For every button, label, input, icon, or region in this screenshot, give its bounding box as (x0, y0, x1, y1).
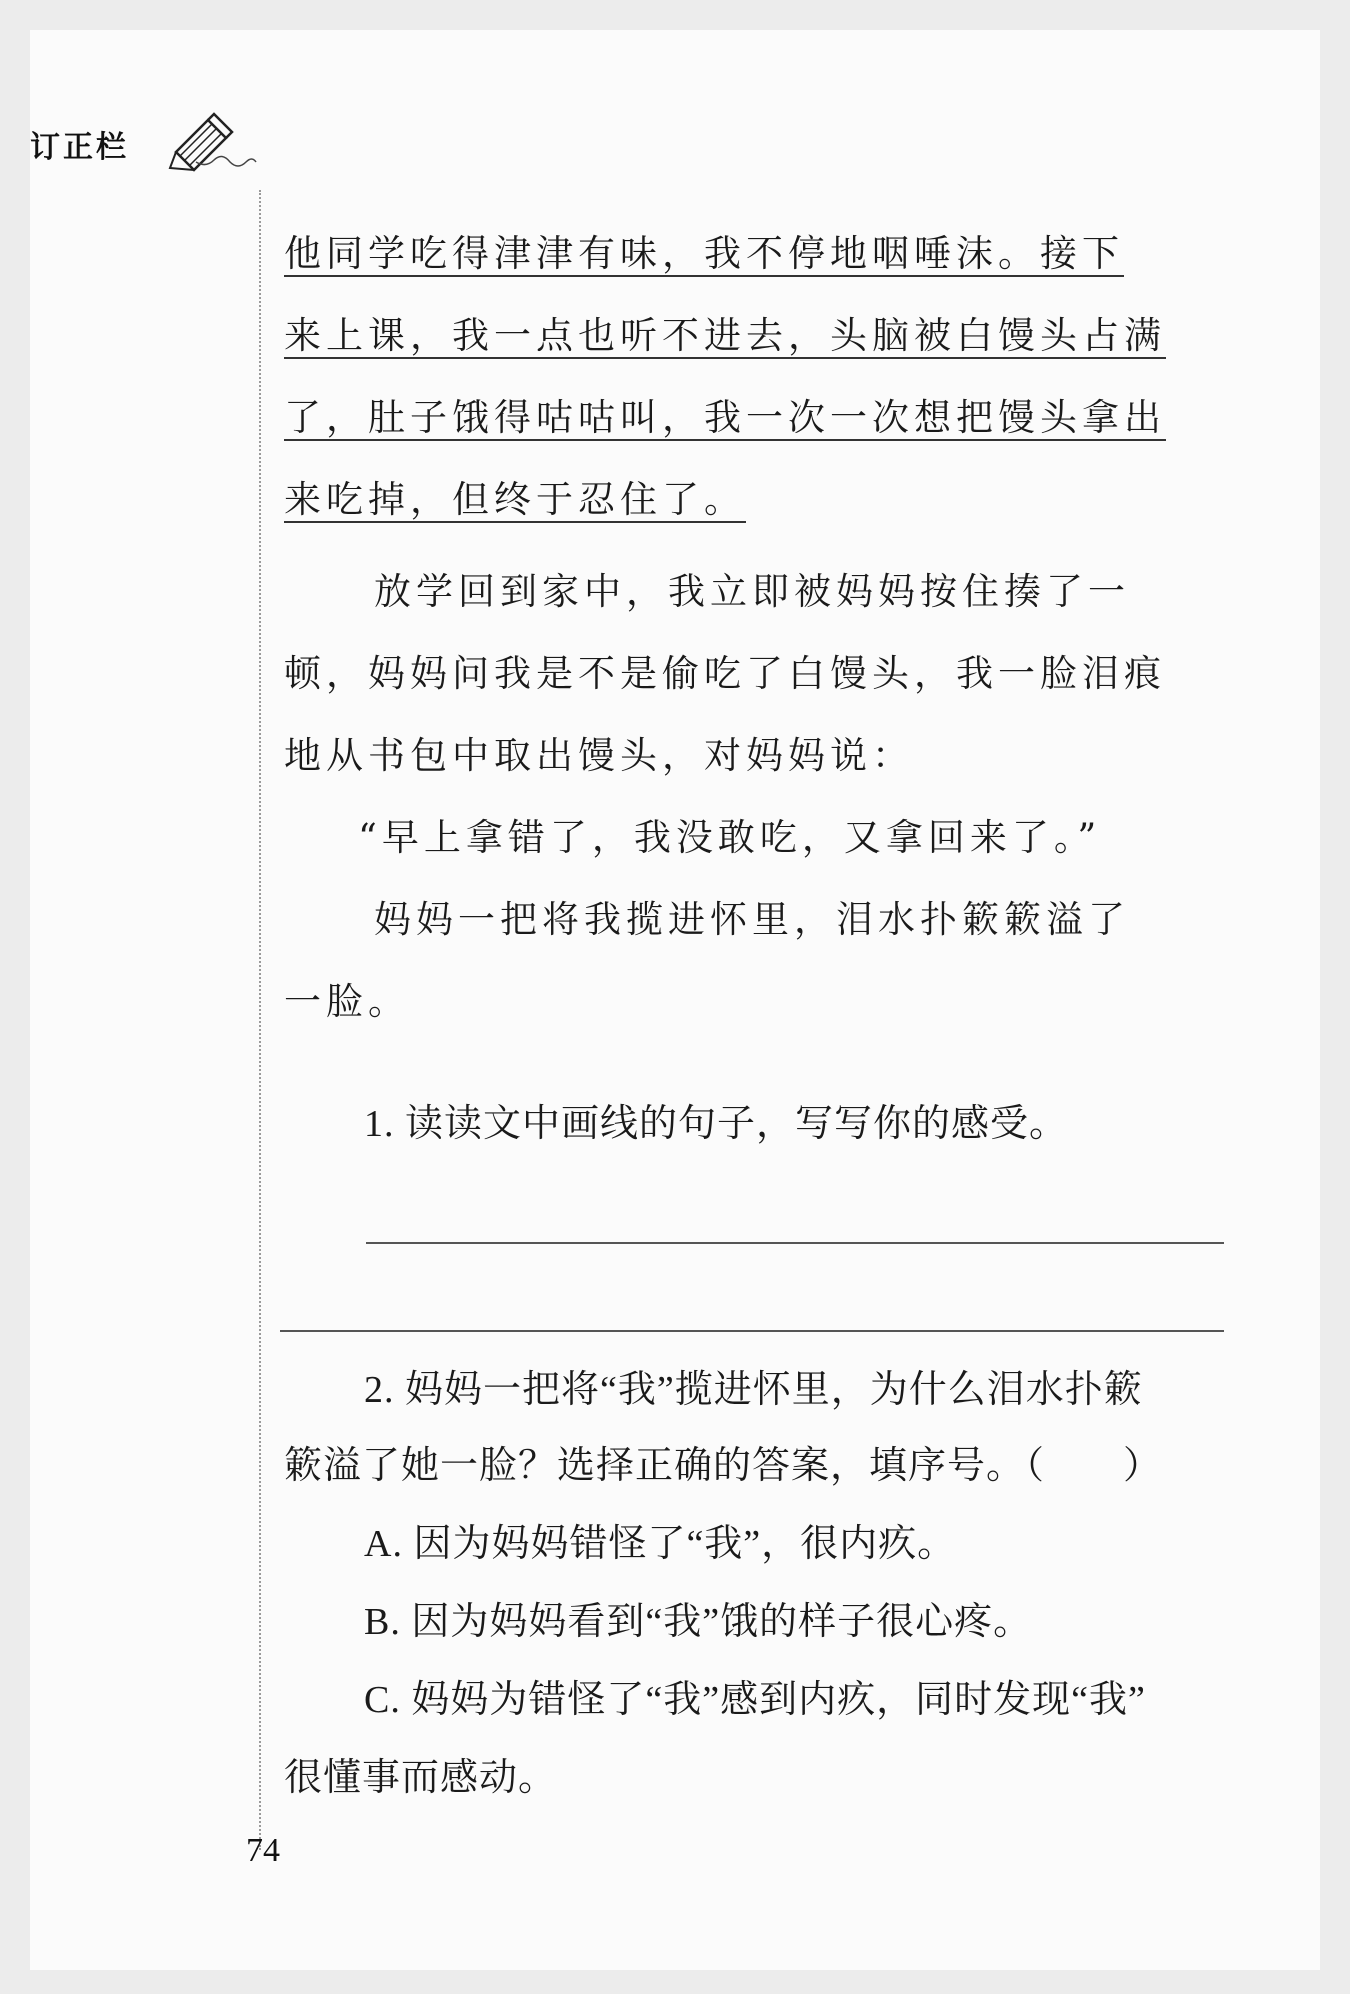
underlined-sentence: 了，肚子饿得咕咕叫，我一次一次想把馒头拿出 (284, 396, 1166, 439)
option-a: A. 因为妈妈错怪了“我”，很内疚。 (364, 1523, 957, 1565)
answer-line[interactable] (280, 1330, 1224, 1332)
underlined-sentence: 来吃掉，但终于忍住了。 (284, 478, 746, 521)
correction-column-title: 订正栏 (30, 130, 129, 165)
question-1: 1. 读读文中画线的句子，写写你的感受。 (364, 1103, 1069, 1145)
page-number: 74 (246, 1832, 280, 1869)
pencil-icon (168, 112, 258, 172)
answer-line[interactable] (366, 1242, 1224, 1244)
underlined-sentence: 来上课，我一点也听不进去，头脑被白馒头占满 (284, 314, 1166, 357)
option-b: B. 因为妈妈看到“我”饿的样子很心疼。 (364, 1601, 1033, 1643)
underlined-sentence: 他同学吃得津津有味，我不停地咽唾沫。接下 (284, 232, 1124, 275)
story-paragraph-line: 顿，妈妈问我是不是偷吃了白馒头，我一脸泪痕 (284, 652, 1166, 695)
story-underlined-line (284, 390, 1224, 446)
question-2: 2. 妈妈一把将“我”揽进怀里，为什么泪水扑簌 (364, 1369, 1143, 1411)
story-underlined-line (284, 308, 1224, 364)
story-underlined-line (284, 472, 1224, 528)
story-underlined-line (284, 226, 1224, 282)
story-paragraph-line: “早上拿错了，我没敢吃，又拿回来了。” (358, 816, 1102, 859)
margin-divider (259, 190, 261, 1850)
story-paragraph-line: 妈妈一把将我揽进怀里，泪水扑簌簌溢了 (374, 898, 1130, 941)
story-paragraph-line: 放学回到家中，我立即被妈妈按住揍了一 (374, 570, 1130, 613)
story-paragraph-line: 地从书包中取出馒头，对妈妈说： (284, 734, 914, 777)
option-c: C. 妈妈为错怪了“我”感到内疚，同时发现“我” (364, 1679, 1146, 1721)
story-paragraph-line: 一脸。 (284, 980, 410, 1023)
option-c-continued: 很懂事而感动。 (284, 1757, 558, 1799)
question-2-continued: 簌溢了她一脸？选择正确的答案，填序号。（ ） (284, 1445, 1163, 1487)
